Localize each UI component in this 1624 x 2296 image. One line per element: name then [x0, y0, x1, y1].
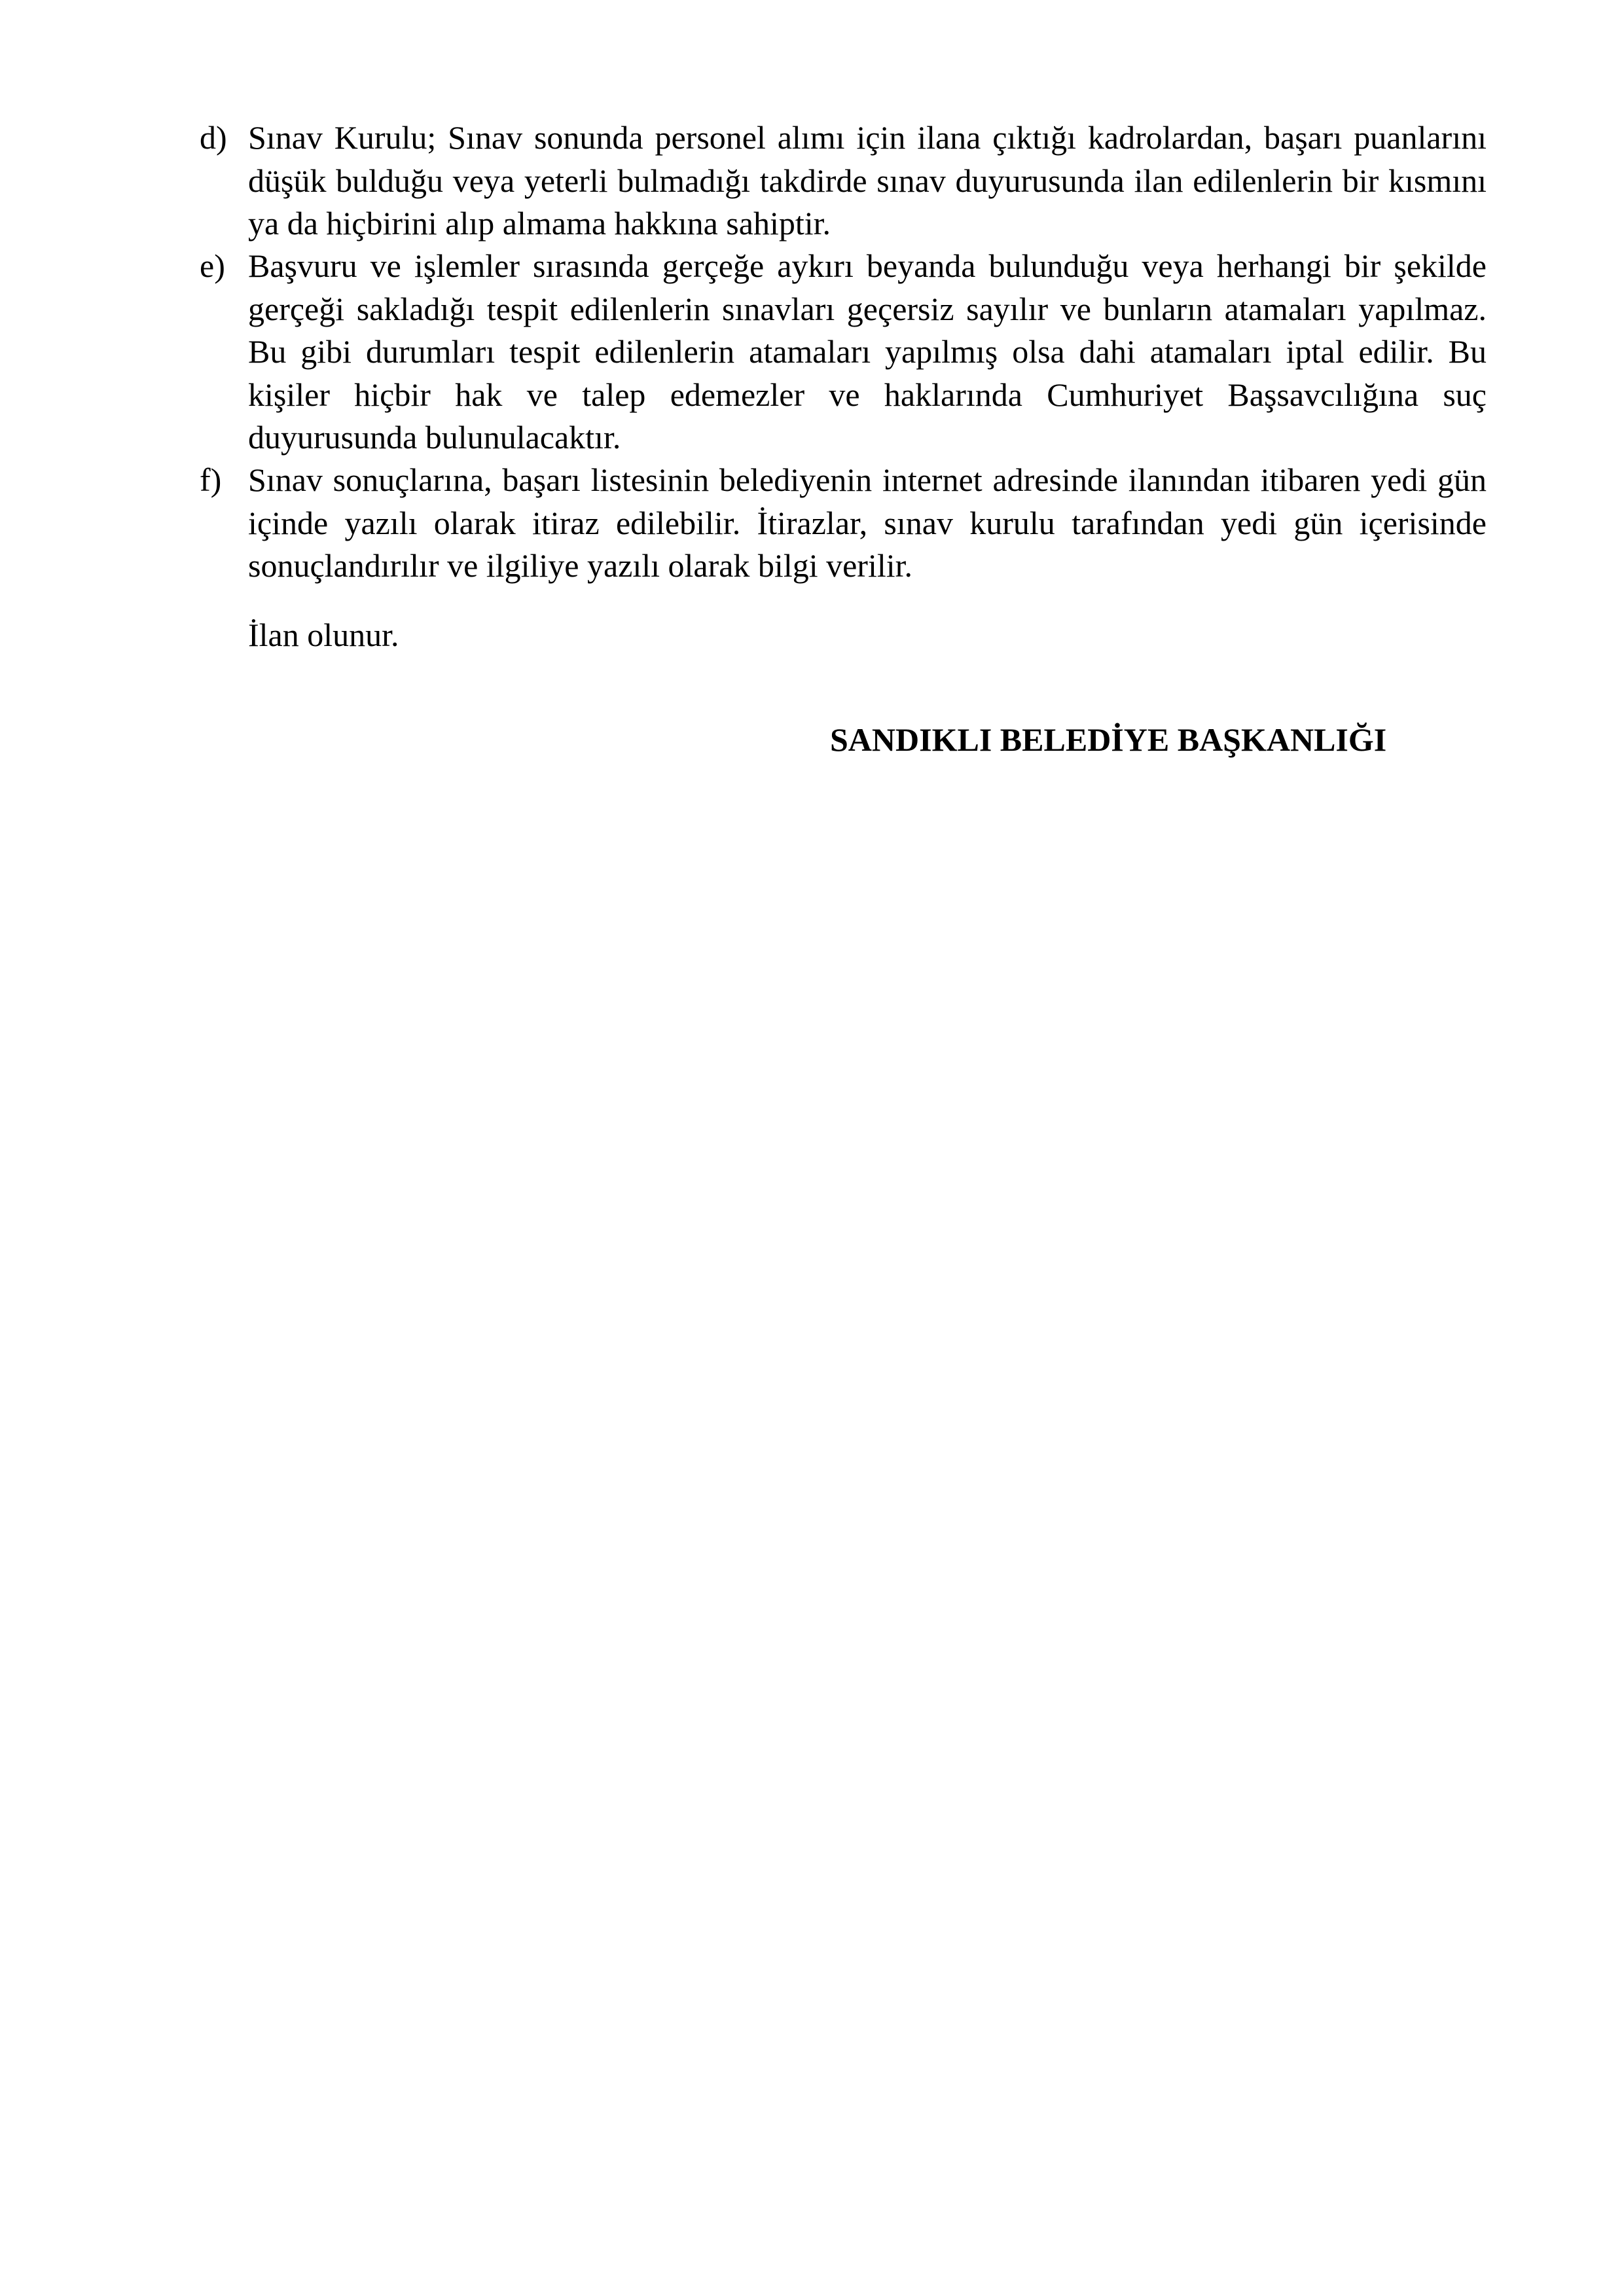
text-line: sonuçlandırılır ve ilgiliye yazılı olarak bilgi verilir. — [248, 547, 913, 584]
text-line: içinde yazılı olarak itiraz edilebilir. İtirazlar, sınav kurulu tarafından yedi gün içerisinde — [248, 504, 1487, 541]
text-line: kişiler hiçbir hak ve talep edemezler ve haklarında Cumhuriyet Başsavcılığına suç — [248, 376, 1487, 413]
list-marker: e) — [200, 247, 225, 284]
list-marker: f) — [200, 461, 222, 498]
list-item-d — [200, 117, 1487, 245]
list-marker: d) — [200, 119, 227, 156]
text-line: gerçeği sakladığı tespit edilenlerin sınavları geçersiz sayılır ve bunların atamaları yapılmaz. — [248, 290, 1487, 327]
text-line: düşük bulduğu veya yeterli bulmadığı takdirde sınav duyurusunda ilan edilenlerin bir kısmını — [248, 162, 1487, 199]
text-line: Sınav sonuçlarına, başarı listesinin belediyenin internet adresinde ilanından itibaren yedi gün — [248, 461, 1487, 498]
text-line: ya da hiçbirini alıp almama hakkına sahiptir. — [248, 205, 831, 242]
text-line: duyurusunda bulunulacaktır. — [248, 419, 621, 456]
text-line: Bu gibi durumları tespit edilenlerin atamaları yapılmış olsa dahi atamaları iptal edilir. Bu — [248, 333, 1487, 370]
list-item-e — [200, 245, 1487, 459]
closing-text: İlan olunur. — [248, 617, 399, 653]
signature-authority: SANDIKLI BELEDİYE BAŞKANLIĞI — [830, 721, 1387, 758]
text-line: Sınav Kurulu; Sınav sonunda personel alımı için ilana çıktığı kadrolardan, başarı puanlarını — [248, 119, 1487, 156]
list-item-f — [200, 459, 1487, 588]
text-line: Başvuru ve işlemler sırasında gerçeğe aykırı beyanda bulunduğu veya herhangi bir şekilde — [248, 247, 1487, 284]
